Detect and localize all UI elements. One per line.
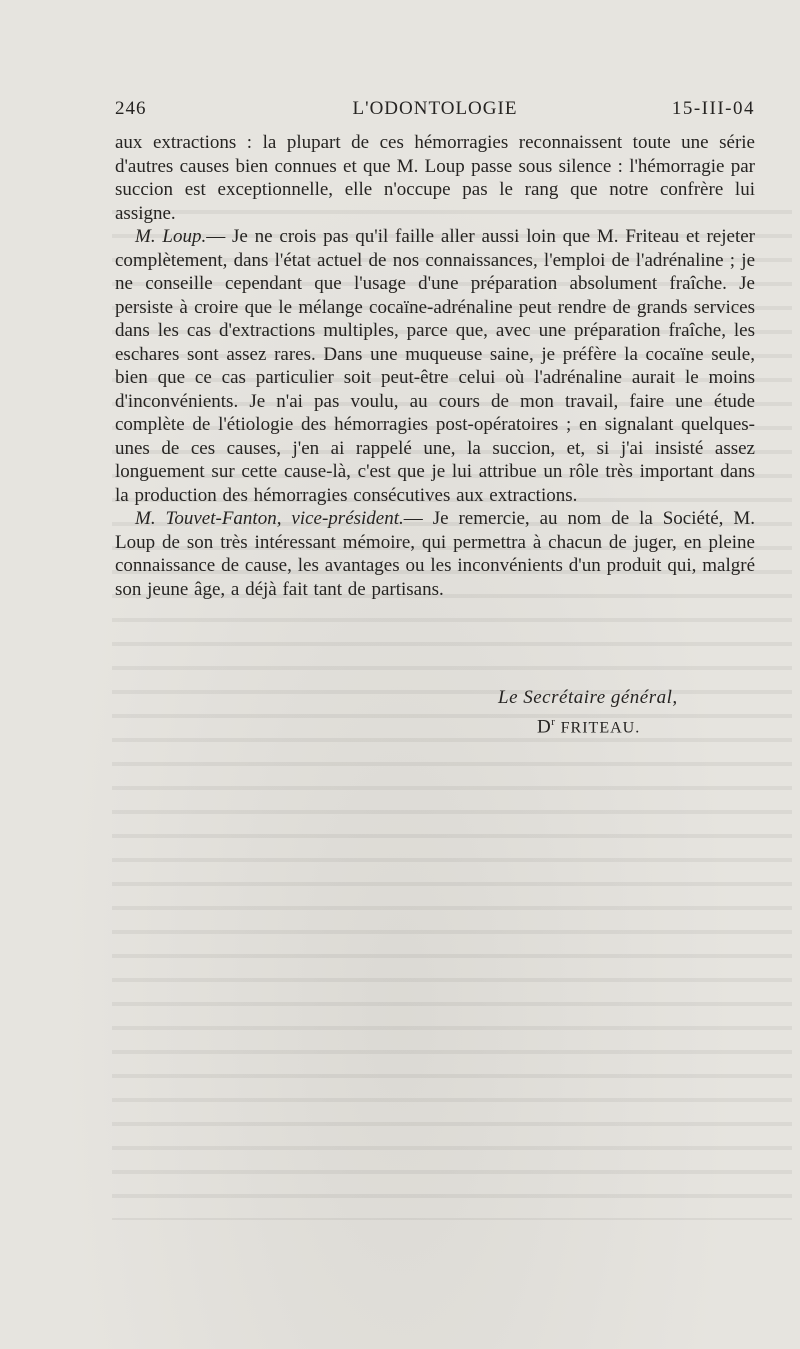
signature-title: Le Secrétaire général, [498, 687, 678, 708]
signature-surname: FRITEAU. [560, 719, 641, 737]
issue-date: 15-III-04 [671, 98, 755, 119]
paragraph-touvet-fanton [115, 507, 755, 601]
paragraph-loup [115, 225, 755, 507]
speaker-name: M. Touvet-Fanton, vice-président. [135, 508, 404, 529]
signature-prefix: D [537, 716, 552, 738]
paragraph-continuation [115, 131, 755, 225]
signature-prefix-sup: r [551, 716, 556, 728]
signature-name [115, 710, 800, 740]
speaker-name: M. Loup. [135, 226, 207, 247]
paragraph-text: — Je ne crois pas qu'il faille aller aussi loin que M. Friteau et rejeter complètement, dans l'état actuel de nos connaissances, l'emploi de l'adrénaline ; je ne conseille cependant que l'usage d'une préparation absolument fraîche. Je persiste à croire que le mélange cocaïne-adrénaline peut rendre de grands services dans les cas d'extractions multiples, parce que, avec une préparation fraîche, les eschares sont assez rares. Dans une muqueuse saine, je préfère la cocaïne seule, bien que ce cas particulier soit peut-être celui où l'adrénaline aurait le moins d'inconvénients. Je n'ai pas voulu, au cours de mon travail, faire une étude complète de l'étiologie des hémorragies post-opératoires ; en signalant quelques-unes de ces causes, j'en ai rappelé une, la succion, et, si j'ai insisté assez longuement sur cette cause-là, c'est que je lui attribue un rôle très important dans la production des hémorragies consécutives aux extractions. [115, 226, 755, 506]
page-number: 246 [115, 98, 147, 119]
journal-title: L'ODONTOLOGIE [352, 98, 518, 119]
paragraph-text: — Je remercie, au nom de la Société, M. Loup de son très intéressant mémoire, qui permettra à chacun de juger, en pleine connaissance de cause, les avantages ou les inconvénients d'un produit qui, malgré son jeune âge, a déjà fait tant de partisans. [115, 508, 755, 600]
running-header [115, 98, 755, 128]
article-body [115, 131, 755, 601]
paragraph-text: aux extractions : la plupart de ces hémorragies reconnaissent toute une série d'autres causes bien connues et que M. Loup passe sous silence : l'hémorragie par succion est exceptionnelle, elle n'occupe pas le rang que notre confrère lui assigne. [115, 132, 755, 224]
